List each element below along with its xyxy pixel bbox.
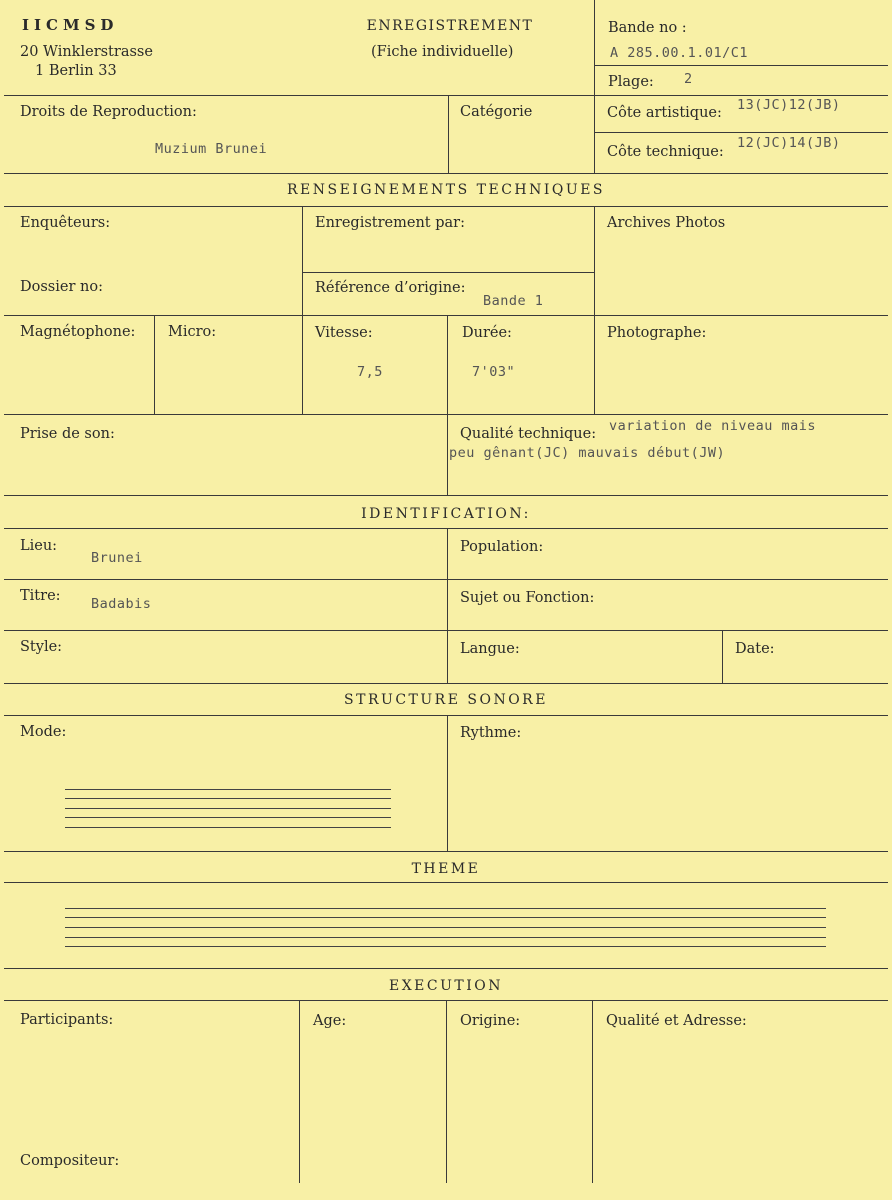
vrule-date bbox=[722, 630, 723, 683]
vrule-exec-a bbox=[299, 1000, 300, 1183]
participants-label: Participants: bbox=[20, 1012, 114, 1028]
duree-label: Durée: bbox=[462, 325, 512, 341]
archives-photos-label: Archives Photos bbox=[607, 215, 726, 231]
vitesse-value: 7,5 bbox=[357, 364, 383, 380]
mode-label: Mode: bbox=[20, 724, 67, 740]
vrule-vitesse bbox=[447, 315, 448, 414]
titre-value: Badabis bbox=[91, 596, 152, 612]
rule-tech-title bbox=[4, 206, 888, 207]
section-title-identification: IDENTIFICATION: bbox=[361, 506, 531, 522]
staff-line bbox=[65, 946, 826, 947]
vrule-exec-b bbox=[446, 1000, 447, 1183]
enqueteurs-label: Enquêteurs: bbox=[20, 215, 111, 231]
rule-header-bottom bbox=[4, 95, 888, 96]
section-title-structure: STRUCTURE SONORE bbox=[344, 692, 548, 708]
staff-line bbox=[65, 789, 391, 790]
form-subtitle: (Fiche individuelle) bbox=[371, 44, 514, 60]
rule-tech-row2 bbox=[4, 414, 888, 415]
bande-value: A 285.00.1.01/C1 bbox=[610, 45, 749, 61]
qualite-technique-label: Qualité technique: bbox=[460, 426, 597, 442]
titre-label: Titre: bbox=[20, 588, 61, 604]
form-title: ENREGISTREMENT bbox=[366, 18, 534, 34]
vrule-tech-a bbox=[302, 206, 303, 414]
bande-label: Bande no : bbox=[608, 20, 687, 36]
rule-structure-title bbox=[4, 715, 888, 716]
categorie-label: Catégorie bbox=[460, 104, 533, 120]
address-line-2: 1 Berlin 33 bbox=[35, 63, 117, 79]
sujet-label: Sujet ou Fonction: bbox=[460, 590, 595, 606]
address-line-1: 20 Winklerstrasse bbox=[20, 44, 153, 60]
rule-theme-title bbox=[4, 882, 888, 883]
droits-label: Droits de Reproduction: bbox=[20, 104, 197, 120]
cote-artistique-label: Côte artistique: bbox=[607, 105, 722, 121]
magnetophone-label: Magnétophone: bbox=[20, 324, 136, 340]
vrule-prise bbox=[447, 414, 448, 495]
rule-tech-bottom bbox=[4, 495, 888, 496]
section-title-technique: RENSEIGNEMENTS TECHNIQUES bbox=[286, 182, 606, 198]
rule-structure-bottom bbox=[4, 851, 888, 852]
rule-theme-bottom bbox=[4, 968, 888, 969]
qualite-technique-value-1: variation de niveau mais bbox=[609, 418, 817, 434]
rule-ident-title bbox=[4, 528, 888, 529]
langue-label: Langue: bbox=[460, 641, 520, 657]
qualite-adresse-label: Qualité et Adresse: bbox=[606, 1013, 747, 1029]
vitesse-label: Vitesse: bbox=[315, 325, 373, 341]
vrule-magneto bbox=[154, 315, 155, 414]
rule-rights-bottom bbox=[4, 173, 888, 174]
section-title-execution: EXECUTION bbox=[388, 978, 503, 994]
reference-label: Référence d’origine: bbox=[315, 280, 466, 296]
population-label: Population: bbox=[460, 539, 544, 555]
dossier-label: Dossier no: bbox=[20, 279, 103, 295]
prise-de-son-label: Prise de son: bbox=[20, 426, 115, 442]
institute-logo: IICMSD bbox=[22, 16, 119, 34]
plage-value: 2 bbox=[684, 71, 693, 87]
photographe-label: Photographe: bbox=[607, 325, 707, 341]
origine-label: Origine: bbox=[460, 1013, 521, 1029]
date-label: Date: bbox=[735, 641, 775, 657]
rule-cote bbox=[594, 132, 888, 133]
staff-line bbox=[65, 917, 826, 918]
age-label: Age: bbox=[313, 1013, 347, 1029]
reference-value: Bande 1 bbox=[483, 293, 544, 309]
staff-line bbox=[65, 927, 826, 928]
enregistrement-par-label: Enregistrement par: bbox=[315, 215, 465, 231]
vrule-exec-c bbox=[592, 1000, 593, 1183]
vrule-categorie bbox=[448, 95, 449, 173]
rule-ident-row2 bbox=[4, 630, 888, 631]
staff-line bbox=[65, 908, 826, 909]
cote-technique-value: 12(JC)14(JB) bbox=[737, 135, 841, 151]
staff-line bbox=[65, 817, 391, 818]
duree-value: 7'03" bbox=[472, 364, 516, 380]
lieu-value: Brunei bbox=[91, 550, 143, 566]
cote-artistique-value: 13(JC)12(JB) bbox=[737, 97, 841, 113]
plage-label: Plage: bbox=[608, 74, 654, 90]
rule-ident-row1 bbox=[4, 579, 888, 580]
rule-tech-row1 bbox=[4, 315, 888, 316]
qualite-technique-value-2: peu gênant(JC) mauvais début(JW) bbox=[449, 445, 726, 461]
rythme-label: Rythme: bbox=[460, 725, 522, 741]
vrule-ident bbox=[447, 528, 448, 683]
compositeur-label: Compositeur: bbox=[20, 1153, 120, 1169]
staff-line bbox=[65, 808, 391, 809]
cote-technique-label: Côte technique: bbox=[607, 144, 724, 160]
staff-line bbox=[65, 827, 391, 828]
rule-enregistrement bbox=[302, 272, 594, 273]
vrule-tech-b bbox=[594, 206, 595, 414]
section-title-theme: THEME bbox=[411, 861, 481, 877]
lieu-label: Lieu: bbox=[20, 538, 58, 554]
rule-bande-plage bbox=[594, 65, 888, 66]
style-label: Style: bbox=[20, 639, 63, 655]
staff-line bbox=[65, 937, 826, 938]
staff-line bbox=[65, 798, 391, 799]
micro-label: Micro: bbox=[168, 324, 217, 340]
rule-ident-bottom bbox=[4, 683, 888, 684]
droits-value: Muzium Brunei bbox=[155, 141, 268, 157]
vrule-structure bbox=[447, 715, 448, 851]
